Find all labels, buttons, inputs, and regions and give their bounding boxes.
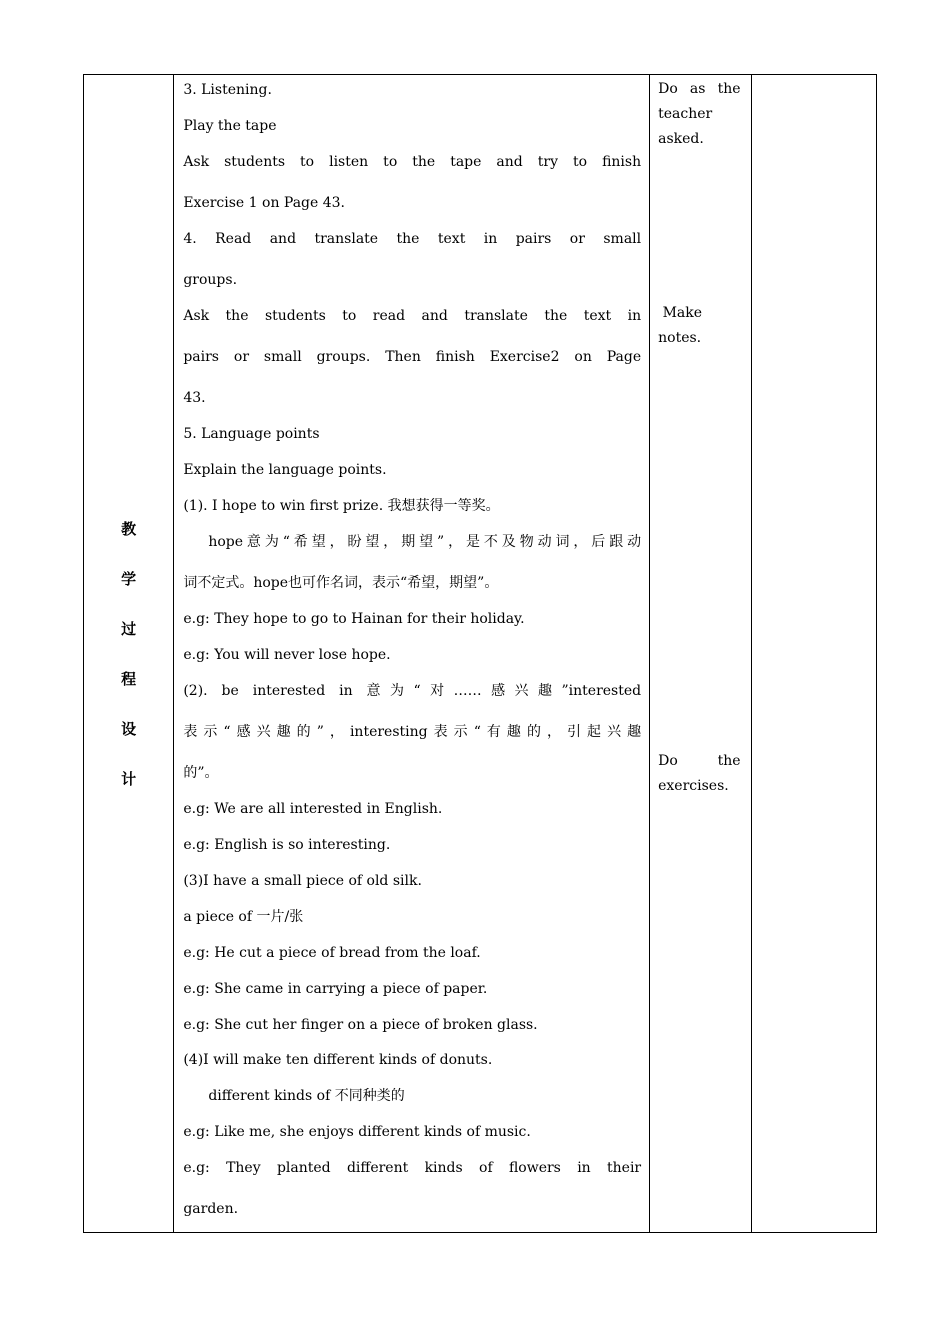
text-line: 词不定式。hope也可作名词，表示“希望，期望”。 <box>183 575 499 591</box>
text-line: (4)I will make ten different kinds of donuts. <box>183 1052 493 1068</box>
text-line: 的”。 <box>183 765 219 781</box>
text-line: 3. Listening. <box>183 82 272 98</box>
section-label-char: 程 <box>121 669 137 688</box>
text-line: groups. <box>183 272 238 288</box>
text-line: Play the tape <box>183 118 277 134</box>
section-label-char: 过 <box>121 619 137 638</box>
text-line: e.g: English is so interesting. <box>183 837 391 853</box>
text-line: 43. <box>183 390 206 406</box>
lesson-plan-table <box>83 74 877 1233</box>
text-line: e.g: Like me, she enjoys different kinds of music. <box>183 1124 531 1140</box>
text-line: pairs or small groups. Then finish Exercise2 on Page <box>183 349 642 365</box>
section-label-char: 计 <box>121 769 137 788</box>
student-note <box>658 749 740 799</box>
text-line: hope意为“希望，盼望，期望”，是不及物动词，后跟动 <box>208 534 642 550</box>
student-note-line: Do the <box>658 753 741 769</box>
text-line: 表示“感兴趣的”，interesting表示“有趣的，引起兴趣 <box>183 724 642 740</box>
text-line: 5. Language points <box>183 426 320 442</box>
text-line: different kinds of 不同种类的 <box>208 1088 405 1104</box>
text-line: e.g: They hope to go to Hainan for their holiday. <box>183 611 525 627</box>
teacher-activity-cell <box>174 75 650 1233</box>
student-note-line: Make <box>658 305 703 321</box>
text-line: Exercise 1 on Page 43. <box>183 195 346 211</box>
text-line: (2). be interested in 意为“对……感兴趣”interested <box>183 683 642 699</box>
student-note-line: notes. <box>658 330 702 346</box>
student-activity-cell <box>650 75 751 1233</box>
student-note-line: asked. <box>658 131 704 147</box>
text-line: a piece of 一片/张 <box>183 909 304 925</box>
section-label-cell <box>84 75 174 1233</box>
text-line: e.g: They planted different kinds of flowers in their <box>183 1160 642 1176</box>
text-line: Explain the language points. <box>183 462 387 478</box>
text-line: e.g: He cut a piece of bread from the loaf. <box>183 945 481 961</box>
student-note <box>658 301 740 351</box>
student-note-line: Do as the <box>658 81 741 97</box>
text-line: garden. <box>183 1201 239 1217</box>
text-line: (1). I hope to win first prize. 我想获得一等奖。 <box>183 498 500 514</box>
student-note <box>658 77 740 152</box>
section-label-char: 教 <box>121 519 137 538</box>
student-note-line: teacher <box>658 106 713 122</box>
text-line: e.g: She cut her finger on a piece of broken glass. <box>183 1017 538 1033</box>
section-label-char: 学 <box>121 569 137 588</box>
text-line: 4. Read and translate the text in pairs or small <box>183 231 642 247</box>
notes-column-cell <box>751 75 877 1233</box>
text-line: e.g: You will never lose hope. <box>183 647 391 663</box>
section-label-char: 设 <box>121 719 137 738</box>
text-line: e.g: We are all interested in English. <box>183 801 443 817</box>
student-note-line: exercises. <box>658 778 729 794</box>
text-line: Ask students to listen to the tape and try to finish <box>183 154 642 170</box>
text-line: Ask the students to read and translate the text in <box>183 308 642 324</box>
text-line: (3)I have a small piece of old silk. <box>183 873 422 889</box>
text-line: e.g: She came in carrying a piece of paper. <box>183 981 488 997</box>
